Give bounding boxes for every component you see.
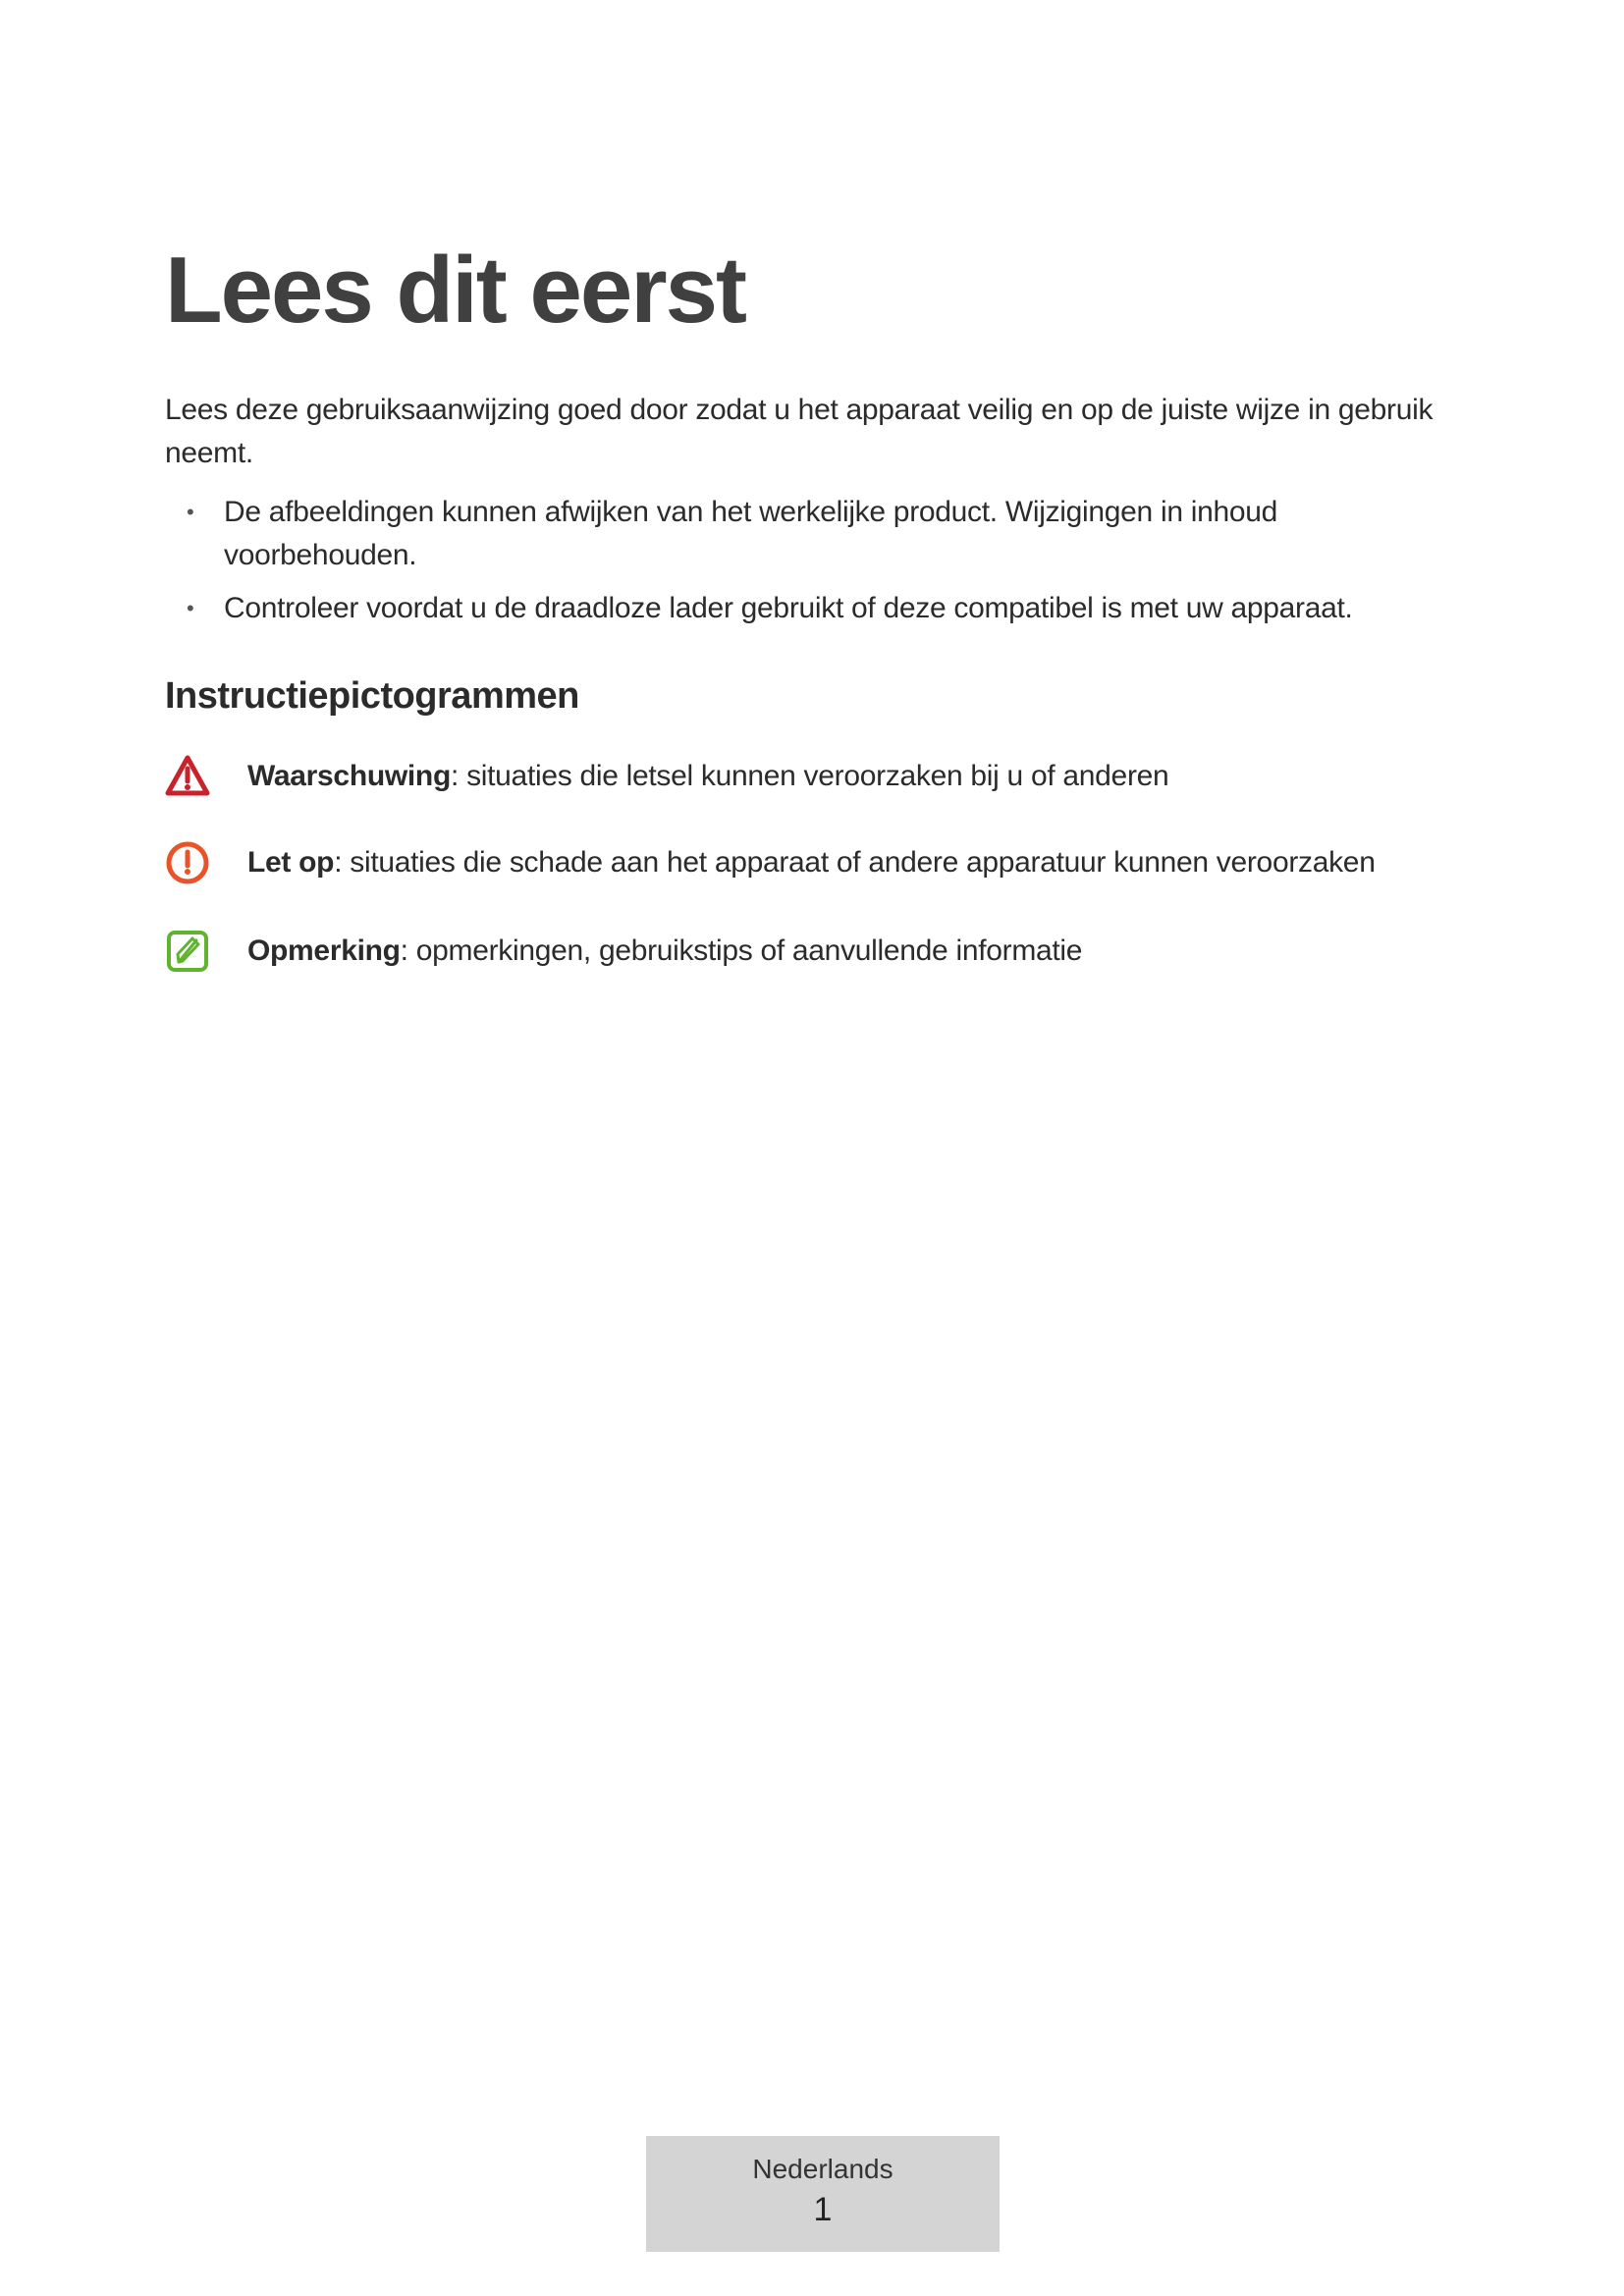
list-item <box>165 587 1471 630</box>
page-footer <box>646 2136 1000 2252</box>
warning-term: Waarschuwing <box>247 760 451 792</box>
note-description: : opmerkingen, gebruikstips of aanvullende informatie <box>400 934 1083 967</box>
page-title: Lees dit eerst <box>165 238 745 343</box>
caution-row <box>165 840 1376 885</box>
intro-paragraph: Lees deze gebruiksaanwijzing goed door zodat u het apparaat veilig en op de juiste wijze in gebruik neemt. <box>165 394 1434 469</box>
warning-description: : situaties die letsel kunnen veroorzaken bij u of anderen <box>451 760 1169 792</box>
warning-row <box>165 754 1168 799</box>
bullet-text: De afbeeldingen kunnen afwijken van het werkelijke product. Wijzigingen in inhoud voorbehouden. <box>224 496 1278 571</box>
note-row <box>165 929 1082 974</box>
section-heading: Instructiepictogrammen <box>165 675 579 717</box>
caution-description: : situaties die schade aan het apparaat of andere apparatuur kunnen veroorzaken <box>334 846 1376 879</box>
caution-term: Let op <box>247 846 335 879</box>
bullet-dot: • <box>187 596 194 620</box>
bullet-text: Controleer voordat u de draadloze lader gebruikt of deze compatibel is met uw apparaat. <box>224 592 1353 624</box>
note-term: Opmerking <box>247 934 401 967</box>
bullet-dot: • <box>187 500 194 524</box>
warning-icon <box>165 754 210 799</box>
footer-language: Nederlands <box>752 2154 893 2184</box>
page-number: 1 <box>813 2191 833 2228</box>
note-icon <box>165 929 210 974</box>
caution-icon <box>165 840 210 885</box>
list-item <box>165 491 1471 577</box>
bullet-list <box>165 491 1471 640</box>
